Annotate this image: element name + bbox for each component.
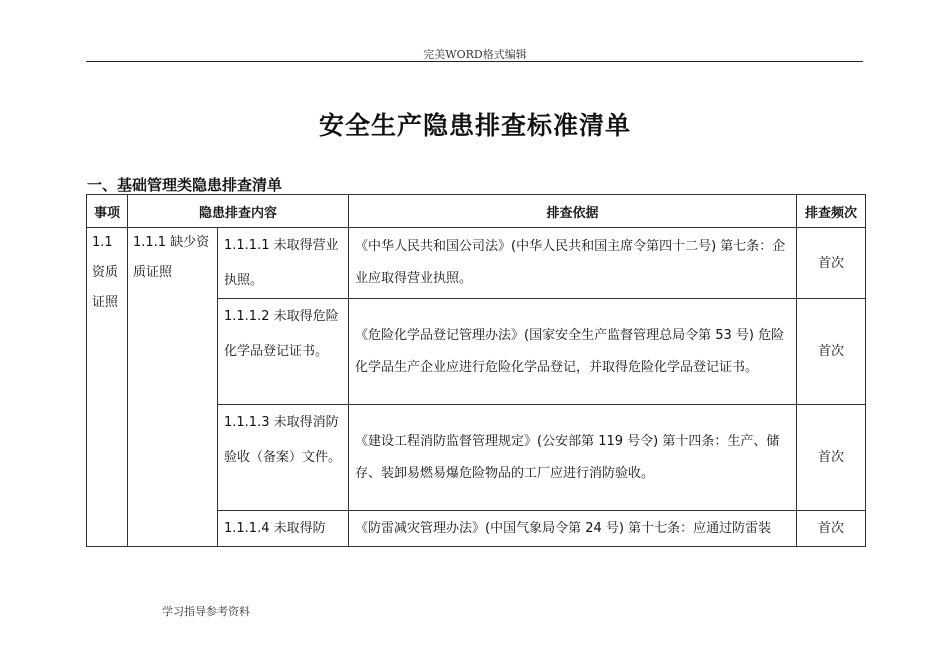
section-heading: 一、基础管理类隐患排查清单 xyxy=(87,176,283,194)
content-cell: 1.1.1.1 未取得营业执照。 xyxy=(218,228,349,299)
subcategory-cell: 1.1.1 缺少资质证照 xyxy=(128,228,218,547)
content-cell: 1.1.1.2 未取得危险化学品登记证书。 xyxy=(218,299,349,405)
column-header-basis: 排查依据 xyxy=(349,195,797,228)
basis-cell: 《建设工程消防监督管理规定》(公安部第 119 号令) 第十四条：生产、储存、装卸易燃易爆危险物品的工厂应进行消防验收。 xyxy=(349,405,797,511)
table-row xyxy=(87,228,866,299)
column-header-frequency: 排查频次 xyxy=(797,195,866,228)
basis-cell: 《危险化学品登记管理办法》(国家安全生产监督管理总局令第 53 号) 危险化学品生产企业应进行危险化学品登记，并取得危险化学品登记证书。 xyxy=(349,299,797,405)
page-footer: 学习指导参考资料 xyxy=(162,605,250,618)
content-cell: 1.1.1.4 未取得防 xyxy=(218,511,349,547)
hazard-checklist-table xyxy=(86,194,866,547)
table-header-row xyxy=(87,195,866,228)
content-cell: 1.1.1.3 未取得消防验收（备案）文件。 xyxy=(218,405,349,511)
frequency-cell: 首次 xyxy=(797,299,866,405)
header-divider xyxy=(86,61,863,62)
document-title: 安全生产隐患排查标准清单 xyxy=(318,111,631,140)
page-header: 完美WORD格式编辑 xyxy=(423,48,527,61)
basis-cell: 《防雷减灾管理办法》(中国气象局令第 24 号) 第十七条：应通过防雷装 xyxy=(349,511,797,547)
category-cell: 1.1 资质证照 xyxy=(87,228,128,547)
frequency-cell: 首次 xyxy=(797,405,866,511)
frequency-cell: 首次 xyxy=(797,228,866,299)
basis-cell: 《中华人民共和国公司法》(中华人民共和国主席令第四十二号) 第七条：企业应取得营业执照。 xyxy=(349,228,797,299)
frequency-cell: 首次 xyxy=(797,511,866,547)
column-header-content: 隐患排查内容 xyxy=(128,195,349,228)
column-header-item: 事项 xyxy=(87,195,128,228)
